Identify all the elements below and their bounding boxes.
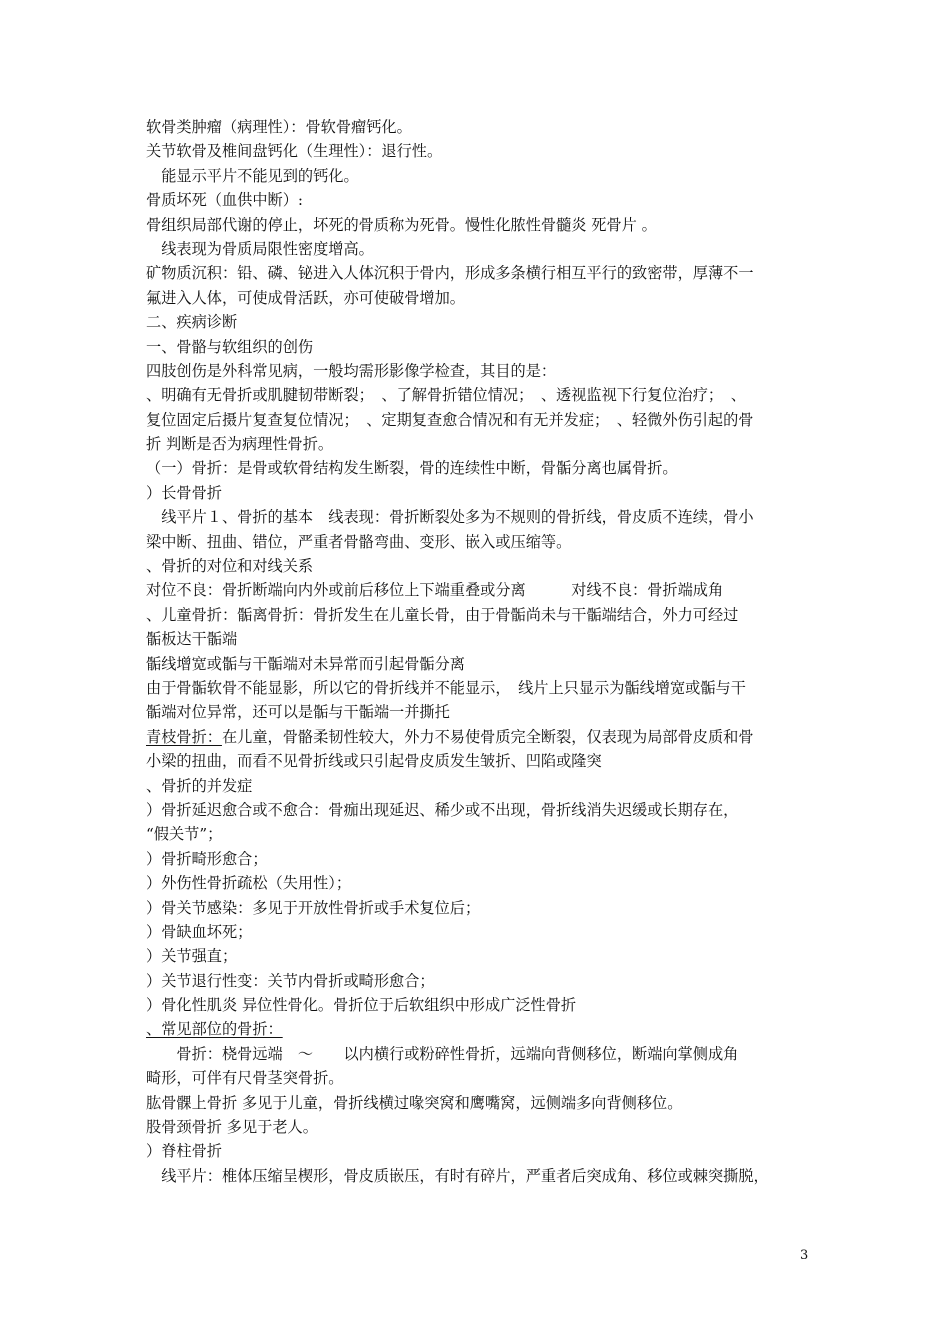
text-line: ）关节强直；	[146, 947, 238, 966]
underlined-heading	[146, 1017, 814, 1041]
text-line: 骺线增宽或骺与干骺端对未异常而引起骨骺分离	[146, 654, 465, 673]
text-line: 线表现为骨质局限性密度增高。	[146, 239, 374, 258]
greenstick-line	[146, 725, 814, 749]
text-line: ）骨折畸形愈合；	[146, 849, 268, 868]
text-line: ）骨折延迟愈合或不愈合：骨痂出现延迟、稀少或不出现，骨折线消失迟缓或长期存在，	[146, 800, 739, 819]
text-line: 骺端对位异常，还可以是骺与干骺端一并撕托	[146, 703, 450, 722]
text-line: 矿物质沉积：铅、磷、铋进入人体沉积于骨内，形成多条横行相互平行的致密带，厚薄不一	[146, 264, 754, 283]
text-line: 折 判断是否为病理性骨折。	[146, 435, 334, 454]
text-line: 线平片：椎体压缩呈楔形，骨皮质嵌压，有时有碎片，严重者后突成角、移位或棘突撕脱，	[146, 1166, 769, 1185]
text-line: 畸形，可伴有尺骨茎突骨折。	[146, 1069, 344, 1088]
text-line: 关节软骨及椎间盘钙化（生理性）：退行性。	[146, 142, 443, 161]
text-line: 软骨类肿瘤（病理性）：骨软骨瘤钙化。	[146, 118, 412, 136]
text-line: 由于骨骺软骨不能显影，所以它的骨折线并不能显示， 线片上只显示为骺线增宽或骺与干	[146, 678, 746, 697]
text-line: 、明确有无骨折或肌腱韧带断裂； 、了解骨折错位情况； 、透视监视下行复位治疗； 、	[146, 386, 746, 405]
text-line: 复位固定后摄片复查复位情况； 、定期复查愈合情况和有无并发症； 、轻微外伤引起的骨	[146, 410, 754, 429]
text-line: ）脊柱骨折	[146, 1142, 222, 1161]
text-line: 骨组织局部代谢的停止，坏死的骨质称为死骨。慢性化脓性骨髓炎 死骨片 。	[146, 215, 657, 234]
section-heading: 二、疾病诊断	[146, 313, 238, 332]
text-line: ）骨缺血坏死；	[146, 922, 253, 941]
text-line: 线平片１、骨折的基本 线表现：骨折断裂处多为不规则的骨折线，骨皮质不连续，骨小	[146, 508, 754, 527]
text-line: 肱骨髁上骨折 多见于儿童，骨折线横过喙突窝和鹰嘴窝，远侧端多向背侧移位。	[146, 1093, 683, 1112]
page-number: 3	[800, 1248, 809, 1263]
text-line: 、骨折的对位和对线关系	[146, 557, 314, 576]
text-line: ）外伤性骨折疏松（失用性）；	[146, 874, 352, 893]
text-line: 小梁的扭曲，而看不见骨折线或只引起骨皮质发生皱折、凹陷或隆突	[146, 752, 602, 771]
greenstick-text: 在儿童，骨骼柔韧性较大，外力不易使骨质完全断裂，仅表现为局部骨皮质和骨	[221, 727, 754, 746]
text-line: 股骨颈骨折 多见于老人。	[146, 1118, 318, 1137]
text-line: ）骨化性肌炎 异位性骨化。骨折位于后软组织中形成广泛性骨折	[146, 996, 577, 1015]
greenstick-label: 青枝骨折：	[146, 727, 222, 746]
text-line: “假关节”；	[146, 825, 223, 844]
text-line: 四肢创伤是外科常见病，一般均需形影像学检查，其目的是：	[146, 361, 557, 380]
text-line: 骺板达干骺端	[146, 630, 238, 649]
section-heading: 一、骨骼与软组织的创伤	[146, 337, 314, 356]
text-line: 骨质坏死（血供中断）:	[146, 191, 303, 210]
text-line: 梁中断、扭曲、错位，严重者骨骼弯曲、变形、嵌入或压缩等。	[146, 532, 572, 551]
page-content	[146, 115, 814, 1188]
underlined-heading-text: 、常见部位的骨折：	[146, 1020, 283, 1039]
text-line: 能显示平片不能见到的钙化。	[146, 166, 359, 185]
text-line: 、骨折的并发症	[146, 776, 253, 795]
text-line: ）骨关节感染：多见于开放性骨折或手术复位后；	[146, 898, 481, 917]
text-line: ）关节退行性变：关节内骨折或畸形愈合；	[146, 971, 435, 990]
text-line: 氟进入人体，可使成骨活跃，亦可使破骨增加。	[146, 288, 465, 307]
text-line: （一）骨折：是骨或软骨结构发生断裂，骨的连续性中断，骨骺分离也属骨折。	[146, 459, 678, 478]
text-line: 骨折：桡骨远端 ～ 以内横行或粉碎性骨折，远端向背侧移位，断端向掌侧成角	[146, 1044, 739, 1063]
text-line: 对位不良：骨折断端向内外或前后移位上下端重叠或分离 对线不良：骨折端成角	[146, 581, 724, 600]
text-line: 、儿童骨折：骺离骨折：骨折发生在儿童长骨，由于骨骺尚未与干骺端结合，外力可经过	[146, 605, 739, 624]
text-line: ）长骨骨折	[146, 483, 222, 502]
